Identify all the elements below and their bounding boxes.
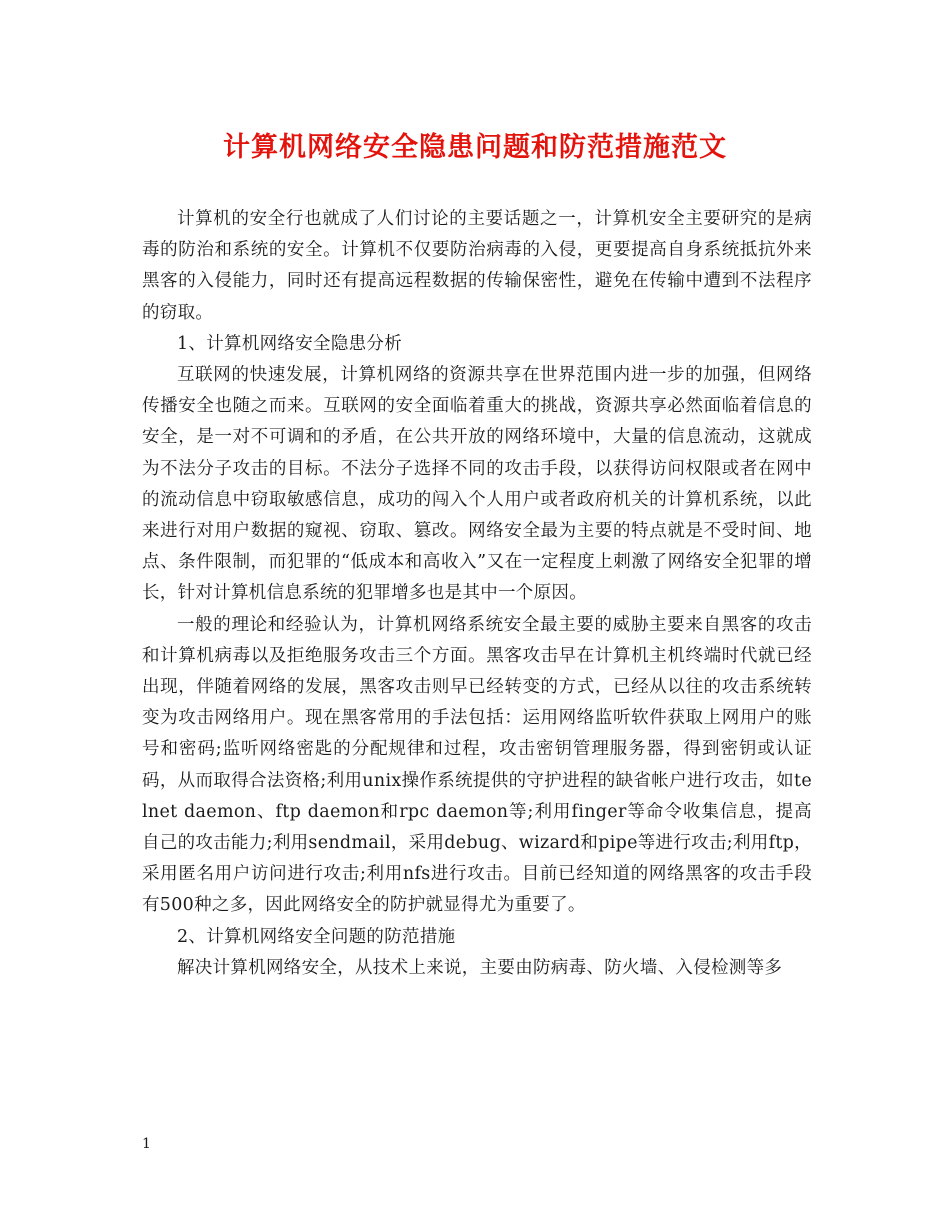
section-1-paragraph-2: 一般的理论和经验认为，计算机网络系统安全最主要的威胁主要来自黑客的攻击和计算机病毒以及拒绝服务攻击三个方面。黑客攻击早在计算机主机终端时代就已经出现，伴随着网络的发展，黑客攻击则早已经转变的方式，已经从以往的攻击系统转变为攻击网络用户。现在黑客常用的手法包括：运用网络监听软件获取上网用户的账号和密码;监听网络密匙的分配规律和过程，攻击密钥管理服务器，得到密钥或认证码，从而取得合法资格;利用unix操作系统提供的守护进程的缺省帐户进行攻击，如telnet daemon、ftp daemon和rpc daemon等;利用finger等命令收集信息，提高自己的攻击能力;利用sendmail，采用debug、wizard和pipe等进行攻击;利用ftp，采用匿名用户访问进行攻击;利用nfs进行攻击。目前已经知道的网络黑客的攻击手段有500种之多，因此网络安全的防护就显得尤为重要了。 (142, 614, 812, 916)
section-1-paragraph-1: 互联网的快速发展，计算机网络的资源共享在世界范围内进一步的加强，但网络传播安全也随之而来。互联网的安全面临着重大的挑战，资源共享必然面临着信息的安全，是一对不可调和的矛盾，在公共开放的网络环境中，大量的信息流动，这就成为不法分子攻击的目标。不法分子选择不同的攻击手段，以获得访问权限或者在网中的流动信息中窃取敏感信息，成功的闯入个人用户或者政府机关的计算机系统，以此来进行对用户数据的窥视、窃取、篡改。网络安全最为主要的特点就是不受时间、地点、条件限制，而犯罪的“低成本和高收入”又在一定程度上刺激了网络安全犯罪的增长，针对计算机信息系统的犯罪增多也是其中一个原因。 (142, 365, 812, 604)
page-number: 1 (142, 1136, 151, 1152)
section-2-heading: 2、计算机网络安全问题的防范措施 (177, 926, 456, 947)
intro-paragraph: 计算机的安全行也就成了人们讨论的主要话题之一，计算机安全主要研究的是病毒的防治和系统的安全。计算机不仅要防治病毒的入侵，更要提高自身系统抵抗外来黑客的入侵能力，同时还有提高远程数据的传输保密性，避免在传输中遭到不法程序的窃取。 (142, 209, 812, 323)
document-title: 计算机网络安全隐患问题和防范措施范文 (223, 132, 727, 163)
section-1-heading: 1、计算机网络安全隐患分析 (177, 333, 403, 354)
section-2-paragraph-1: 解决计算机网络安全，从技术上来说，主要由防病毒、防火墙、入侵检测等多 (177, 957, 783, 978)
document-body (142, 204, 812, 984)
